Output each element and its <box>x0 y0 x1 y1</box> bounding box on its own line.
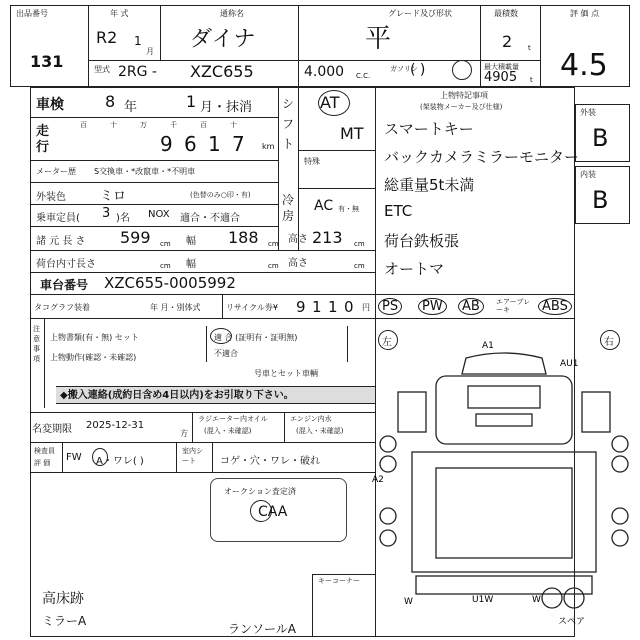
wheel <box>380 508 396 524</box>
equipment-subtitle: (架装物メーカー及び仕様) <box>420 103 503 111</box>
chassis-label: 車台番号 <box>40 278 89 292</box>
name-change-value: 2025-12-31 <box>86 420 145 431</box>
cooling-label <box>282 192 294 224</box>
wheel <box>612 456 628 472</box>
shift-label <box>282 94 294 154</box>
mt-label: MT <box>340 124 364 143</box>
nox-label: NOX <box>148 209 170 220</box>
seat-options: コゲ・穴・ワレ・破れ <box>220 456 320 467</box>
mileage-unit-header: 百 <box>80 121 87 129</box>
shaken-year: 8 <box>105 92 116 111</box>
grille <box>476 414 532 426</box>
cc-unit: C.C. <box>356 72 371 80</box>
equipment-item: バックカメラミラーモニター <box>384 148 580 166</box>
engine-label: エンジン内水 <box>290 415 332 423</box>
fuel-circle <box>452 60 472 80</box>
truck-diagram <box>372 340 632 640</box>
ac-options: 有・無 <box>338 205 359 213</box>
height-unit: cm <box>354 240 365 248</box>
wheel <box>380 436 396 452</box>
bed-label: 荷台内寸長さ <box>36 259 96 270</box>
recycle-unit: 円 <box>362 303 370 312</box>
mark-w-right: W <box>532 595 541 605</box>
inspector-label: 検査員 <box>34 447 55 455</box>
mileage-digit: 9 <box>160 132 173 156</box>
capacity-unit: )名 <box>116 213 130 224</box>
capacity-value: 3 <box>102 206 111 221</box>
equipment-badge: AB <box>458 298 484 315</box>
stamp-text: オークション査定済 <box>224 487 296 496</box>
compliance-ng: 不適合 <box>214 349 238 358</box>
height-value: 213 <box>312 228 343 247</box>
set-note: 号車とセット車輌 <box>254 369 318 378</box>
recycle-digit: 0 <box>344 298 354 316</box>
shift-char: ト <box>282 137 295 151</box>
chassis-value: XZC655-0005992 <box>104 274 236 292</box>
year-value: R2 <box>96 28 118 47</box>
windshield <box>468 386 540 408</box>
wheel <box>380 456 396 472</box>
length-label: 諸 元 長 さ <box>36 236 86 247</box>
mileage-digit: 1 <box>208 132 221 156</box>
meter-options: S交換車・*改竄車・*不明車 <box>94 167 196 176</box>
ac-label: AC <box>314 198 334 214</box>
wheel <box>612 436 628 452</box>
recycle-digit: 9 <box>296 298 306 316</box>
fw-value: A・ワレ( ) <box>96 456 144 467</box>
equipment-item: ETC <box>384 202 413 220</box>
mileage-digit: 6 <box>184 132 197 156</box>
cc-value: 4.000 <box>304 64 345 80</box>
equipment-item: 総重量5t未満 <box>384 176 475 194</box>
lot-number: 131 <box>30 52 64 71</box>
exterior-label: 外装 <box>580 108 596 117</box>
interior-value: B <box>592 186 609 214</box>
lot-label: 出品番号 <box>16 9 48 18</box>
width-value: 188 <box>228 228 259 247</box>
spare-wheel <box>564 588 584 608</box>
equipment-badge: PS <box>378 298 402 315</box>
grade-value: 平 <box>365 24 392 54</box>
radiator-label: ラジエーター内オイル <box>198 415 268 423</box>
load-unit: t <box>530 76 533 84</box>
seats-unit: t <box>528 44 531 52</box>
equipment-badge: ABS <box>538 298 572 315</box>
special-label: 特殊 <box>304 157 320 166</box>
mark-a1: A1 <box>482 341 494 351</box>
mileage-unit-header: 十 <box>110 121 117 129</box>
compliance-circle <box>210 328 232 344</box>
compliance-ok: 適 合 (証明有・証明無) <box>214 333 298 342</box>
air-brake-label: エアーブレーキ <box>496 298 531 314</box>
fuel-value: ( ) <box>410 62 426 78</box>
shift-char: シ <box>282 97 295 111</box>
spare-wheel <box>542 588 562 608</box>
color-label: 外装色 <box>36 192 66 203</box>
width-unit: cm <box>268 240 279 248</box>
car-name-value: ダイナ <box>190 27 256 52</box>
handwritten-note-3: ランソールA <box>228 622 296 636</box>
quarter-label: 方 <box>180 429 188 438</box>
cargo-bed <box>412 452 596 572</box>
at-label: AT <box>320 93 340 112</box>
cooling-char: 房 <box>282 209 295 223</box>
equipment-item: スマートキー <box>384 120 474 138</box>
stamp-logo: CAA <box>258 504 288 520</box>
model-type-label: 型式 <box>94 65 110 74</box>
grade-label: グレード及び形状 <box>388 9 452 18</box>
wheel <box>612 508 628 524</box>
seats-value: 2 <box>502 32 513 51</box>
score-value: 4.5 <box>560 48 608 83</box>
bed-width-label: 幅 <box>186 259 196 270</box>
wheel <box>380 530 396 546</box>
shaken-label: 車検 <box>36 97 64 113</box>
mark-u1w: U1W <box>472 595 494 605</box>
rear-gate <box>416 576 592 594</box>
year-label: 年 式 <box>110 9 129 18</box>
left-side-label: 左 <box>382 337 392 348</box>
shift-char: フ <box>282 117 295 131</box>
mileage-unit-header: 千 <box>170 121 177 129</box>
bed-height-label: 高さ <box>288 258 308 269</box>
notes-section-label: 注意事項 <box>33 325 40 363</box>
month-value: 1 <box>134 34 142 48</box>
mileage-unit-header: 十 <box>230 121 237 129</box>
color-options: (色替のみ○印・有) <box>190 191 251 199</box>
handwritten-note-1: 高床跡 <box>42 591 84 607</box>
bed-length-unit: cm <box>160 262 171 270</box>
interior-label: 内装 <box>580 170 596 179</box>
cab-side-left <box>398 392 426 432</box>
equipment-title: 上物特記事項 <box>440 91 488 100</box>
equipment-item: 荷台鉄板張 <box>384 232 460 250</box>
load-label: 最大積載量 <box>484 63 519 71</box>
fuel-label: ガソリン <box>390 65 418 73</box>
tachograph-label: タコグラフ装着 <box>34 303 90 312</box>
model-code: 2RG - <box>118 64 157 80</box>
radiator-options: (混入・未確認) <box>204 427 252 435</box>
mark-w-left: W <box>404 597 413 607</box>
seat-label: 室内シート <box>182 447 203 465</box>
color-value: ミロ <box>100 189 127 204</box>
mileage-unit: km <box>262 142 275 151</box>
fw-label: FW <box>66 452 82 463</box>
recycle-label: リサイクル券¥ <box>226 303 278 312</box>
equipment-item: オートマ <box>384 260 445 278</box>
width-label: 幅 <box>186 236 196 247</box>
cooling-char: 冷 <box>282 193 295 207</box>
spare-label: スペア <box>558 617 586 627</box>
height-label: 高さ <box>288 234 308 245</box>
month-text: 月・抹消 <box>200 100 253 115</box>
model-type-value: XZC655 <box>190 62 254 81</box>
engine-options: (混入・未確認) <box>296 427 344 435</box>
shaken-month: 1 <box>186 92 197 111</box>
bed-width-unit: cm <box>268 262 279 270</box>
year-unit: 年 <box>124 100 138 115</box>
equipment-badge: PW <box>418 298 447 315</box>
seats-label: 最積数 <box>494 9 518 18</box>
cab-roof <box>462 353 546 374</box>
mark-a2: A2 <box>372 475 384 485</box>
upper-docs-label: 上物書類(有・無) セット <box>50 333 139 342</box>
name-change-label: 名変期限 <box>32 424 72 435</box>
nox-options: 適合・不適合 <box>180 213 240 224</box>
exterior-value: B <box>592 124 609 152</box>
cargo-floor <box>436 468 572 558</box>
cab-side-right <box>582 392 610 432</box>
length-value: 599 <box>120 228 151 247</box>
mileage-unit-header: 百 <box>200 121 207 129</box>
month-unit: 月 <box>146 47 154 56</box>
right-side-label: 右 <box>604 337 614 348</box>
delivery-notice: ◆搬入連絡(成約日含め4日以内)をお引取り下さい。 <box>56 386 375 404</box>
recycle-digit: 1 <box>312 298 322 316</box>
mileage-digit: 7 <box>232 132 245 156</box>
upper-operation-label: 上物動作(確認・未確認) <box>50 353 137 362</box>
recycle-digit: 1 <box>328 298 338 316</box>
inspector-sub: 評 価 <box>34 459 51 467</box>
mark-au1: AU1 <box>560 359 579 369</box>
mileage-unit-header: 万 <box>140 121 147 129</box>
car-name-label: 通称名 <box>220 9 244 18</box>
mileage-label: 走行 <box>36 124 50 155</box>
score-label: 評 価 点 <box>570 9 600 18</box>
keeper-label: キーコーナー <box>318 577 360 585</box>
tachograph-options: 年 月・別体式 <box>150 303 201 312</box>
capacity-label: 乗車定員( <box>36 213 80 224</box>
handwritten-note-2: ミラーA <box>42 614 87 628</box>
meter-label: メーター歴 <box>36 167 76 176</box>
load-value: 4905 <box>484 70 518 85</box>
bed-height-unit: cm <box>354 262 365 270</box>
length-unit: cm <box>160 240 171 248</box>
wheel <box>612 530 628 546</box>
